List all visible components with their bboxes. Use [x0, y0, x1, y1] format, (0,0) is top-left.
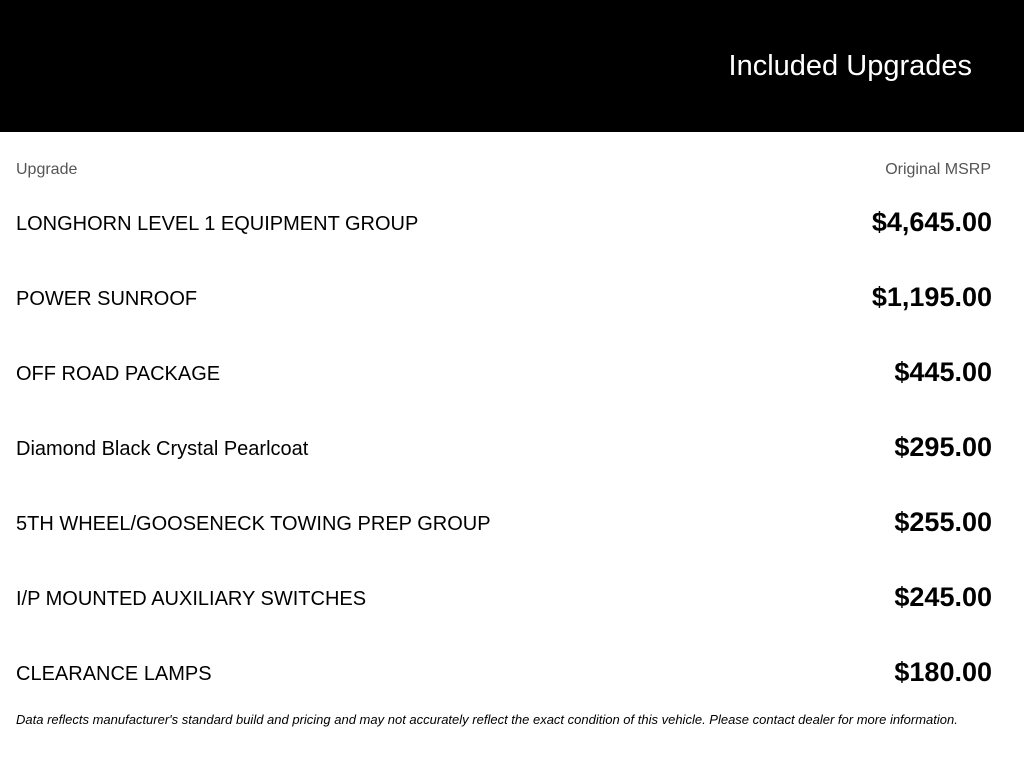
upgrade-row	[0, 485, 1024, 560]
upgrade-name: 5TH WHEEL/GOOSENECK TOWING PREP GROUP	[16, 513, 491, 535]
column-header-upgrade: Upgrade	[16, 161, 78, 178]
upgrade-row	[0, 560, 1024, 635]
upgrade-name: POWER SUNROOF	[16, 288, 198, 310]
upgrade-list	[0, 185, 1024, 710]
upgrade-name: OFF ROAD PACKAGE	[16, 363, 221, 385]
page-title: Included Upgrades	[728, 50, 972, 82]
upgrade-price: $245.00	[894, 582, 992, 612]
upgrade-price: $180.00	[894, 657, 992, 687]
upgrade-name: LONGHORN LEVEL 1 EQUIPMENT GROUP	[16, 213, 419, 235]
upgrade-row	[0, 260, 1024, 335]
upgrade-name: CLEARANCE LAMPS	[16, 663, 212, 685]
upgrade-price: $255.00	[894, 507, 992, 537]
upgrade-name: Diamond Black Crystal Pearlcoat	[16, 438, 309, 460]
disclaimer-text: Data reflects manufacturer's standard build and pricing and may not accurately reflect the exact condition of this vehicle. Please contact dealer for more information.	[16, 712, 958, 727]
upgrade-price: $1,195.00	[871, 282, 992, 312]
upgrade-price: $445.00	[894, 357, 992, 387]
upgrade-price: $295.00	[894, 432, 992, 462]
upgrade-price: $4,645.00	[871, 207, 992, 237]
upgrade-name: I/P MOUNTED AUXILIARY SWITCHES	[16, 588, 367, 610]
header-banner	[0, 0, 1024, 132]
upgrade-row	[0, 635, 1024, 710]
upgrade-row	[0, 335, 1024, 410]
upgrade-row	[0, 410, 1024, 485]
upgrade-row	[0, 185, 1024, 260]
column-header-msrp: Original MSRP	[885, 161, 991, 178]
